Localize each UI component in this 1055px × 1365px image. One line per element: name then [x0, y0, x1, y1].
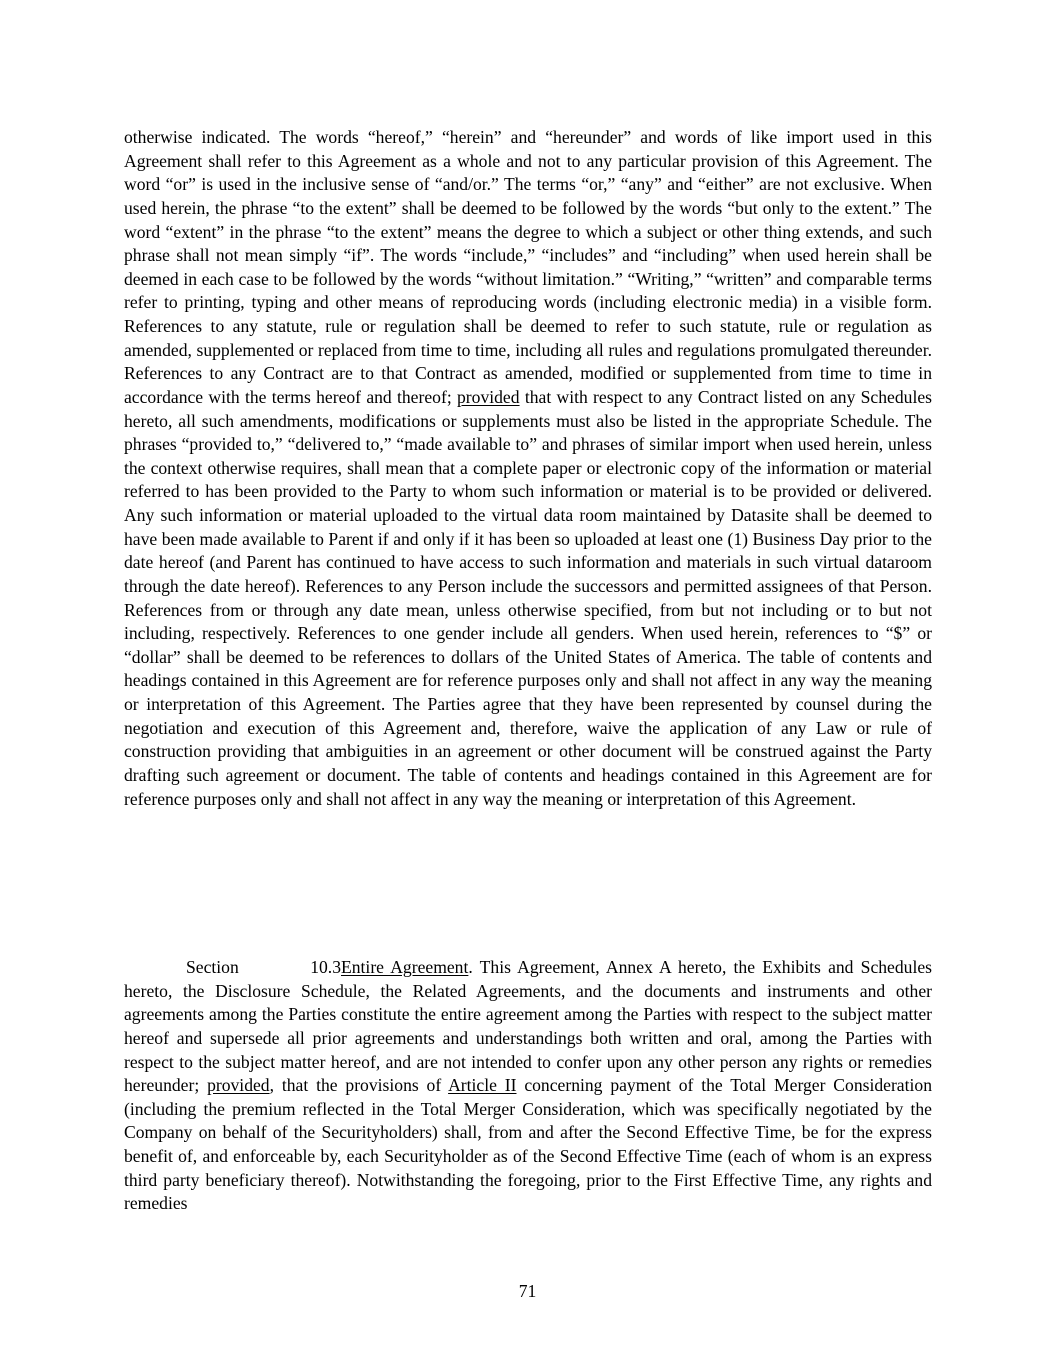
section-number: Section 10.3: [186, 957, 341, 977]
section-10-3-paragraph: [124, 956, 932, 1216]
para1-provided-term: provided: [457, 386, 520, 407]
para2-text-3: concerning payment of the Total Merger Consideration (including the premium reflected in the Total Merger Consideration, which was specifically negotiated by the Company on behalf of the Securityholders) shall, from and after the Second Effective Time, be for the express benefit of, and enforceable by, each Securityholder as of the Second Effective Time (each of whom is an express third party beneficiary thereof). Notwithstanding the foregoing, prior to the First Effective Time, any rights and remedies: [124, 1075, 932, 1214]
para2-text-1: . This Agreement, Annex A hereto, the Exhibits and Schedules hereto, the Disclosure Schedule, the Related Agreements, and the documents and instruments and other agreements among the Parties constitute the entire agreement among the Parties with respect to the subject matter hereof and supersede all prior agreements and understandings both written and oral, among the Parties with respect to the subject matter hereof, and are not intended to confer upon any other person any rights or remedies hereunder;: [124, 957, 933, 1096]
para1-text-2: that with respect to any Contract listed on any Schedules hereto, all such amendments, modifications or supplements must also be listed in the appropriate Schedule. The phrases “provided to,” “delivered to,” “made available to” and phrases of similar import when used herein, unless the context otherwise requires, shall mean that a complete paper or electronic copy of the information or material referred to has been provided to the Party to whom such information or material is to be provided or delivered. Any such information or material uploaded to the virtual data room maintained by Datasite shall be deemed to have been made available to Parent if and only if it has been so uploaded at least one (1) Business Day prior to the date hereof (and Parent has continued to have access to such information and materials in such virtual dataroom through the date hereof). References to any Person include the successors and permitted assignees of that Person. References from or through any date mean, unless otherwise specified, from but not including or to but not including, respectively. References to one gender include all genders. When used herein, references to “$” or “dollar” shall be deemed to be references to dollars of the United States of America. The table of contents and headings contained in this Agreement are for reference purposes only and shall not affect in any way the meaning or interpretation of this Agreement. The Parties agree that they have been represented by counsel during the negotiation and execution of this Agreement and, therefore, waive the application of any Law or rule of construction providing that ambiguities in an agreement or other document will be construed against the Party drafting such agreement or document. The table of contents and headings contained in this Agreement are for reference purposes only and shall not affect in any way the meaning or interpretation of this Agreement.: [124, 386, 932, 809]
para2-text-2: , that the provisions of: [269, 1075, 449, 1096]
para2-provided-term: provided: [207, 1075, 270, 1096]
interpretation-paragraph: [124, 126, 932, 811]
para1-text-1: otherwise indicated. The words “hereof,” “herein” and “hereunder” and words of like import used in this Agreement shall refer to this Agreement as a whole and not to any particular provision of this Agreement. The word “or” is used in the inclusive sense of “and/or.” The terms “or,” “any” and “either” are not exclusive. When used herein, the phrase “to the extent” shall be deemed to be followed by the words “but only to the extent.” The word “extent” in the phrase “to the extent” means the degree to which a subject or other thing extends, and such phrase shall not mean simply “if”. The words “include,” “includes” and “including” when used herein shall be deemed in each case to be followed by the words “without limitation.” “Writing,” “written” and comparable terms refer to printing, typing and other means of reproducing words (including electronic media) in a visible form. References to any statute, rule or regulation shall be deemed to refer to such statute, rule or regulation as amended, supplemented or replaced from time to time, including all rules and regulations promulgated thereunder. References to any Contract are to that Contract as amended, modified or supplemented from time to time in accordance with the terms hereof and thereof;: [124, 127, 932, 407]
section-heading: Entire Agreement: [341, 957, 469, 977]
article-ii-reference: Article II: [448, 1075, 517, 1096]
page-number: 71: [518, 1281, 537, 1301]
